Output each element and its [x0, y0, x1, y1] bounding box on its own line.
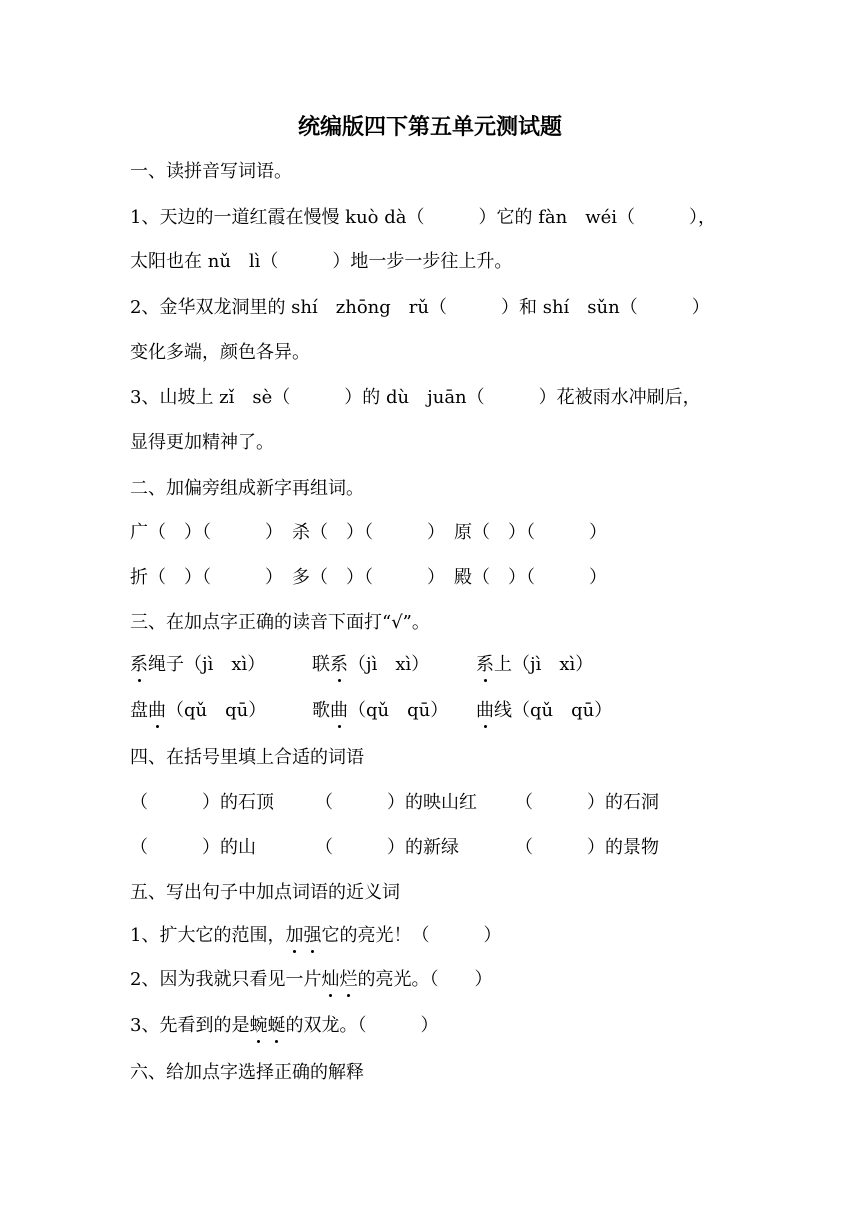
- section-1-question-2-line-1: 2、金华双龙洞里的 shí zhōng rǔ（ ）和 shí sǔn（ ）: [130, 297, 710, 318]
- item-rest: 线（qǔ qū）: [494, 700, 613, 721]
- fill-item: （ ）的石顶: [130, 792, 274, 813]
- item-rest: （qǔ qū）: [348, 700, 449, 721]
- section-1-question-1-line-2: 太阳也在 nǔ lì（ ）地一步一步往上升。: [130, 251, 513, 272]
- dotted-char: 烂: [339, 969, 358, 990]
- fill-item: （ ）的景物: [515, 837, 659, 858]
- section-2-row-2: 折（ ）（ ） 多（ ）（ ） 殿（ ）（ ）: [130, 567, 607, 588]
- item-rest: 上（jì xì）: [494, 654, 594, 675]
- fill-item: （ ）的石洞: [515, 792, 659, 813]
- question-text: 3、先看到的是: [130, 1015, 250, 1036]
- section-2-row-1: 广（ ）（ ） 杀（ ）（ ） 原（ ）（ ）: [130, 522, 607, 543]
- dotted-char: 曲: [476, 700, 494, 721]
- fill-item: （ ）的映山红: [315, 792, 477, 813]
- dotted-char: 曲: [148, 700, 166, 721]
- dotted-char: 蜒: [267, 1015, 286, 1036]
- question-text: 的双龙。（ ）: [285, 1015, 439, 1036]
- item-rest: （jì xì）: [348, 654, 430, 675]
- dotted-char: 系: [130, 654, 148, 675]
- pinyin-item: [312, 699, 448, 723]
- dotted-char: 加: [285, 925, 304, 946]
- item-prefix: 歌: [312, 700, 330, 721]
- item-prefix: 盘: [130, 700, 148, 721]
- section-1-question-3-line-1: 3、山坡上 zǐ sè（ ）的 dù juān（ ）花被雨水冲刷后，: [130, 387, 701, 408]
- section-1-question-1-line-1: 1、天边的一道红霞在慢慢 kuò dà（ ）它的 fàn wéi（ ），: [130, 207, 717, 228]
- item-rest: （qǔ qū）: [166, 700, 267, 721]
- dotted-char: 蜿: [249, 1015, 268, 1036]
- section-6-heading: 六、给加点字选择正确的解释: [130, 1062, 364, 1083]
- section-5-question-2: [130, 968, 492, 992]
- fill-item: （ ）的新绿: [315, 837, 459, 858]
- dotted-char: 曲: [330, 700, 348, 721]
- fill-item: （ ）的山: [130, 837, 256, 858]
- item-rest: 绳子（jì xì）: [148, 654, 266, 675]
- dotted-char: 强: [303, 925, 322, 946]
- question-text: 它的亮光！（ ）: [321, 925, 502, 946]
- section-5-heading: 五、写出句子中加点词语的近义词: [130, 882, 400, 903]
- dotted-char: 系: [330, 654, 348, 675]
- pinyin-item: [476, 699, 612, 723]
- section-2-heading: 二、加偏旁组成新字再组词。: [130, 478, 364, 499]
- page-title: 统编版四下第五单元测试题: [297, 115, 562, 140]
- dotted-char: 系: [476, 654, 494, 675]
- pinyin-item: [130, 653, 265, 677]
- section-4-heading: 四、在括号里填上合适的词语: [130, 747, 364, 768]
- section-3-heading: 三、在加点字正确的读音下面打“√”。: [130, 612, 430, 633]
- question-text: 的亮光。（ ）: [357, 969, 493, 990]
- section-5-question-3: [130, 1014, 438, 1038]
- dotted-char: 灿: [321, 969, 340, 990]
- pinyin-item: [130, 699, 266, 723]
- pinyin-item: [476, 653, 593, 677]
- pinyin-item: [312, 653, 429, 677]
- section-1-question-2-line-2: 变化多端，颜色各异。: [130, 342, 310, 363]
- question-text: 1、扩大它的范围，: [130, 925, 286, 946]
- section-1-question-3-line-2: 显得更加精神了。: [130, 432, 274, 453]
- section-5-question-1: [130, 924, 501, 948]
- question-text: 2、因为我就只看见一片: [130, 969, 322, 990]
- item-prefix: 联: [312, 654, 330, 675]
- section-1-heading: 一、读拼音写词语。: [130, 161, 292, 182]
